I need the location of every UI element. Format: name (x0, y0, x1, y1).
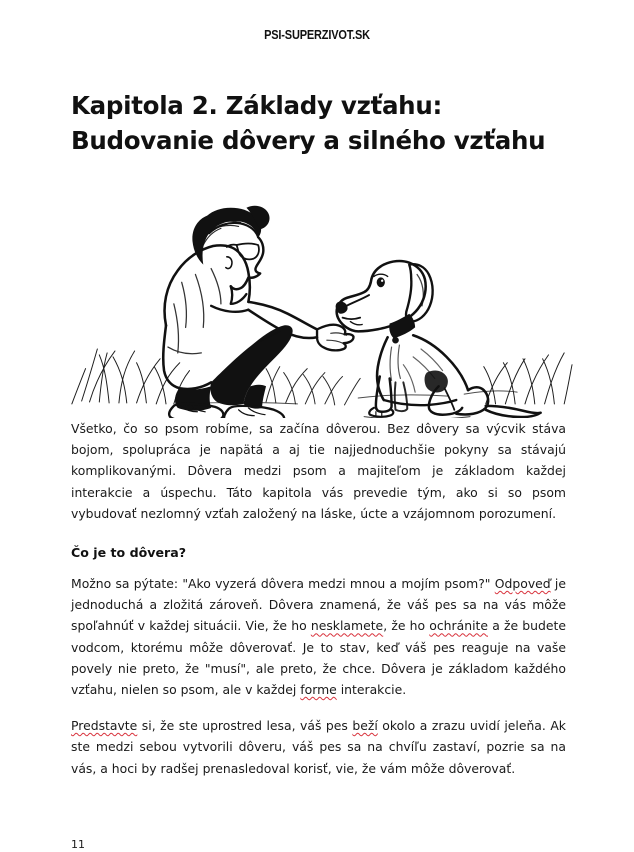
site-name: PSI-SUPERZIVOT.SK (264, 28, 370, 42)
chapter-illustration (0, 178, 634, 418)
page-number: 11 (71, 839, 85, 850)
paragraph-intro: Všetko, čo so psom robíme, sa začína dôverou. Bez dôvery sa výcvik stáva bojom, spolupráca je napätá a aj tie najjednoduchšie pokyny sa stávajú komplikovanými. Dôvera medzi psom a majiteľom je základom každej interakcie a úspechu. Táto kapitola vás prevedie tým, ako si so psom vybudovať nezlomný vzťah založený na láske, úcte a vzájomnom porozumení. (71, 421, 566, 521)
spellcheck-word-ochranite: ochránite (429, 618, 488, 634)
spellcheck-word-bezi: beží (352, 718, 378, 734)
text-segment: interakcie. (336, 682, 407, 698)
text-segment: , že ho (383, 618, 430, 634)
person-and-dog-line-art (64, 178, 574, 418)
spellcheck-word-nesklamete: nesklamete (310, 618, 384, 634)
paragraph-definition (71, 573, 566, 700)
text-segment: Možno sa pýtate: "Ako vyzerá dôvera medzi mnou a mojím psom?" (71, 576, 495, 592)
spellcheck-word-odpoved: Odpoveď (494, 576, 551, 592)
text-segment: okolo a zrazu uvidí jeleňa. Ak ste medzi sebou vytvorili dôveru, váš pes sa na chvíľu zastaví, pozrie sa na vás, a hoci by radšej prenasledoval korisť, vie, že vám môže dôverovať. (71, 718, 566, 776)
spellcheck-word-predstavte: Predstavte (71, 718, 138, 734)
chapter-title (0, 42, 634, 158)
running-header (38, 0, 596, 42)
chapter-title-line-1: Kapitola 2. Základy vzťahu: (71, 91, 442, 120)
spellcheck-word-forme: forme (300, 682, 337, 698)
text-segment: a že budete vodcom, ktorému môže dôverovať. Je to stav, keď váš pes reaguje na vaše povely nie preto, že "musí", ale preto, že chce. Dôvera je základom každého vzťahu, nielen so psom, ale v každej (71, 618, 566, 698)
subheading-what-is-trust: Čo je to dôvera? (71, 545, 187, 561)
paragraph-forest-example (71, 715, 566, 779)
text-segment: je jednoduchá a zložitá zároveň. Dôvera znamená, že váš pes sa na vás môže spoľahnúť v každej situácii. Vie, že ho (71, 576, 566, 634)
body-content (0, 418, 634, 779)
text-segment: si, že ste uprostred lesa, váš pes (137, 718, 353, 734)
chapter-title-line-2: Budovanie dôvery a silného vzťahu (71, 126, 546, 155)
